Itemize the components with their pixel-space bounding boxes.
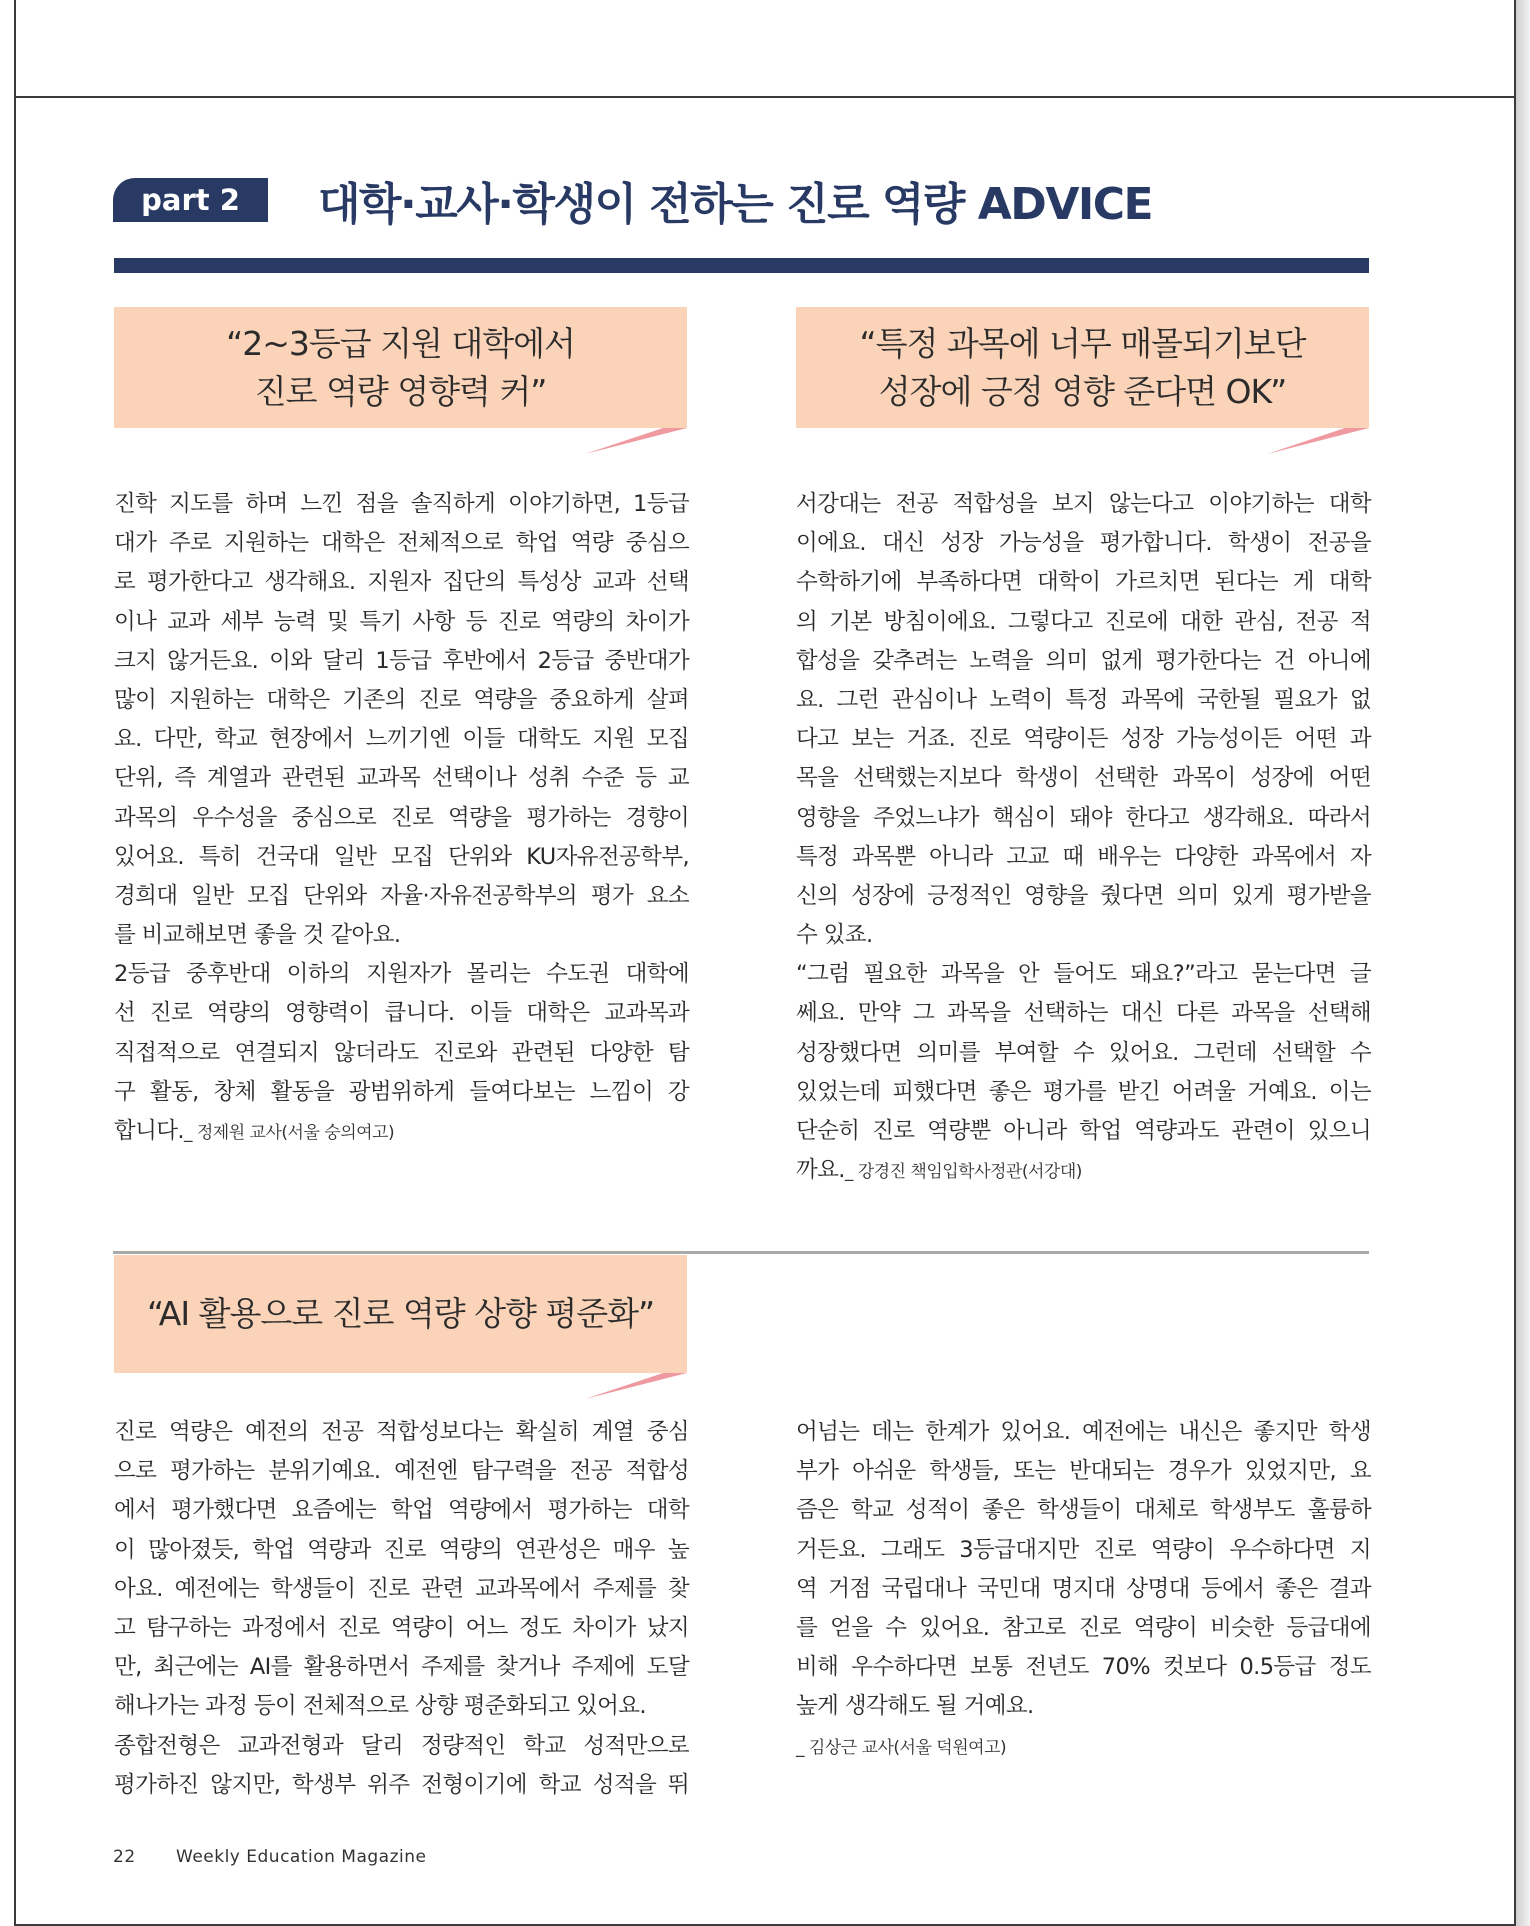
article-body-2: [796, 485, 1371, 1190]
body-line: 크지 않거든요. 이와 달리 1등급 후반에서 2등급 중반대가: [114, 647, 689, 674]
body-line: 까요.: [796, 1157, 845, 1184]
body-line: 로 평가한다고 생각해요. 지원자 집단의 특성상 교과 선택: [114, 569, 689, 596]
magazine-name: Weekly Education Magazine: [176, 1847, 427, 1867]
body-line: 신의 성장에 긍정적인 영향을 줬다면 의미 있게 평가받을: [796, 882, 1371, 909]
page-edge-shadow: [1516, 0, 1530, 1926]
body-line: 쎄요. 만약 그 과목을 선택하는 대신 다른 과목을 선택해: [796, 1000, 1371, 1027]
body-line: 단순히 진로 역량뿐 아니라 학업 역량과도 관련이 있으니: [796, 1118, 1371, 1144]
body-line: 수 있죠.: [796, 922, 873, 949]
top-rule: [14, 96, 1516, 98]
article-body-3-left: [114, 1413, 689, 1805]
author-credit: _ 강경진 책임입학사정관(서강대): [844, 1162, 1082, 1183]
body-line: 아요. 예전에는 학생들이 진로 관련 교과목에서 주제를 찾: [114, 1575, 689, 1602]
quote-line: 성장에 긍정 영향 준다면 OK”: [878, 371, 1287, 411]
page-title: 대학·교사·학생이 전하는 진로 역량 ADVICE: [318, 179, 1153, 230]
author-credit: _ 정제원 교사(서울 숭의여고): [183, 1123, 395, 1143]
body-line: 단위, 즉 계열과 관련된 교과목 선택이나 성취 수준 등 교: [114, 765, 689, 792]
quote-line: 진로 역량 영향력 커”: [254, 371, 547, 411]
body-line: 를 비교해보면 좋을 것 같아요.: [114, 922, 401, 949]
body-line: 영향을 주었느냐가 핵심이 돼야 한다고 생각해요. 따라서: [796, 804, 1371, 831]
body-line: 의 기본 방침이에요. 그렇다고 진로에 대한 관심, 전공 적: [796, 608, 1371, 635]
body-line: 요. 다만, 학교 현장에서 느끼기엔 이들 대학도 지원 모집: [114, 726, 689, 753]
body-line: 수학하기에 부족하다면 대학이 가르치면 된다는 게 대학: [796, 569, 1371, 596]
header-underline-bar: [114, 258, 1369, 273]
body-line: 역 거점 국립대나 국민대 명지대 상명대 등에서 좋은 결과: [796, 1575, 1371, 1602]
body-line: 이나 교과 세부 능력 및 특기 사항 등 진로 역량의 차이가: [114, 608, 689, 635]
body-line: 합성을 갖추려는 노력을 의미 없게 평가한다는 건 아니에: [796, 647, 1371, 674]
body-line: 과목의 우수성을 중심으로 진로 역량을 평가하는 경향이: [114, 804, 689, 831]
author-credit-line: [796, 1727, 1371, 1766]
article-body-1: [114, 485, 689, 1151]
body-line: 즘은 학교 성적이 좋은 학생들이 대체로 학생부도 훌륭하: [796, 1497, 1371, 1524]
body-line: 높게 생각해도 될 거예요.: [796, 1693, 1034, 1720]
body-line: 직접적으로 연결되지 않더라도 진로와 관련된 다양한 탐: [114, 1039, 689, 1066]
body-line: 서강대는 전공 적합성을 보지 않는다고 이야기하는 대학: [796, 491, 1371, 517]
body-line: 만, 최근에는 AI를 활용하면서 주제를 찾거나 주제에 도달: [114, 1654, 689, 1681]
body-line: 있었는데 피했다면 좋은 평가를 받긴 어려울 거예요. 이는: [796, 1078, 1371, 1105]
body-line: 구 활동, 창체 활동을 광범위하게 들여다보는 느낌이 강: [114, 1078, 689, 1105]
body-line: 이에요. 대신 성장 가능성을 평가합니다. 학생이 전공을: [796, 530, 1371, 557]
body-line: 를 얻을 수 있어요. 참고로 진로 역량이 비슷한 등급대에: [796, 1614, 1371, 1641]
body-line: 진학 지도를 하며 느낀 점을 솔직하게 이야기하면, 1등급: [114, 491, 689, 517]
body-line: 2등급 중후반대 이하의 지원자가 몰리는 수도권 대학에: [114, 961, 689, 988]
page-footer: [113, 1847, 426, 1867]
section-header: [113, 178, 1153, 230]
body-line: 많이 지원하는 대학은 기존의 진로 역량을 중요하게 살펴: [114, 686, 689, 713]
body-line: 고 탐구하는 과정에서 진로 역량이 어느 정도 차이가 났지: [114, 1614, 689, 1641]
body-line: 부가 아쉬운 학생들, 또는 반대되는 경우가 있었지만, 요: [796, 1458, 1371, 1485]
body-line: 에서 평가했다면 요즘에는 학업 역량에서 평가하는 대학: [114, 1497, 689, 1524]
quote-line: “특정 과목에 너무 매몰되기보단: [859, 323, 1306, 363]
body-line: 비해 우수하다면 보통 전년도 70% 컷보다 0.5등급 정도: [796, 1654, 1371, 1681]
body-line: 다고 보는 거죠. 진로 역량이든 성장 가능성이든 어떤 과: [796, 726, 1371, 753]
body-line: 으로 평가하는 분위기예요. 예전엔 탐구력을 전공 적합성: [114, 1458, 689, 1485]
body-line: 선 진로 역량의 영향력이 큽니다. 이들 대학은 교과목과: [114, 1000, 689, 1027]
body-line: 특정 과목뿐 아니라 고교 때 배우는 다양한 과목에서 자: [796, 843, 1371, 870]
page-number: 22: [113, 1847, 136, 1867]
body-line: 목을 선택했는지보다 학생이 선택한 과목이 성장에 어떤: [796, 765, 1371, 792]
body-line: 성장했다면 의미를 부여할 수 있어요. 그런데 선택할 수: [796, 1039, 1371, 1066]
quote-line: “2~3등급 지원 대학에서: [226, 323, 575, 363]
article-body-3-right: [796, 1413, 1371, 1766]
body-line: 있어요. 특히 건국대 일반 모집 단위와 KU자유전공학부,: [114, 843, 689, 870]
quote-box-3: [114, 1255, 687, 1373]
quote-box-2: [796, 307, 1369, 428]
section-divider: [113, 1251, 1369, 1254]
quote-tail-3: [585, 1373, 687, 1400]
quote-line: “AI 활용으로 진로 역량 상향 평준화”: [146, 1294, 655, 1334]
body-line: 거든요. 그래도 3등급대지만 진로 역량이 우수하다면 지: [796, 1536, 1371, 1563]
author-credit: _ 김상근 교사(서울 덕원여고): [796, 1737, 1007, 1758]
body-line: “그럼 필요한 과목을 안 들어도 돼요?”라고 묻는다면 글: [796, 961, 1371, 988]
quote-tail-1: [585, 428, 687, 455]
body-line: 평가하진 않지만, 학생부 위주 전형이기에 학교 성적을 뛰: [114, 1771, 689, 1798]
body-line: 합니다.: [114, 1118, 184, 1144]
body-line: 요. 그런 관심이나 노력이 특정 과목에 국한될 필요가 없: [796, 686, 1371, 713]
body-line: 진로 역량은 예전의 전공 적합성보다는 확실히 계열 중심: [114, 1419, 689, 1445]
body-line-with-credit: [114, 1112, 689, 1151]
part-badge: part 2: [113, 178, 268, 222]
body-line: 이 많아졌듯, 학업 역량과 진로 역량의 연관성은 매우 높: [114, 1536, 689, 1563]
quote-tail-2: [1267, 428, 1369, 455]
body-line: 종합전형은 교과전형과 달리 정량적인 학교 성적만으로: [114, 1732, 689, 1759]
body-line: 대가 주로 지원하는 대학은 전체적으로 학업 역량 중심으: [114, 530, 689, 557]
body-line: 어넘는 데는 한계가 있어요. 예전에는 내신은 좋지만 학생: [796, 1419, 1371, 1445]
body-line: 경희대 일반 모집 단위와 자율·자유전공학부의 평가 요소: [114, 882, 689, 909]
quote-box-1: [114, 307, 687, 428]
body-line: 해나가는 과정 등이 전체적으로 상향 평준화되고 있어요.: [114, 1693, 646, 1720]
body-line-with-credit: [796, 1151, 1371, 1190]
